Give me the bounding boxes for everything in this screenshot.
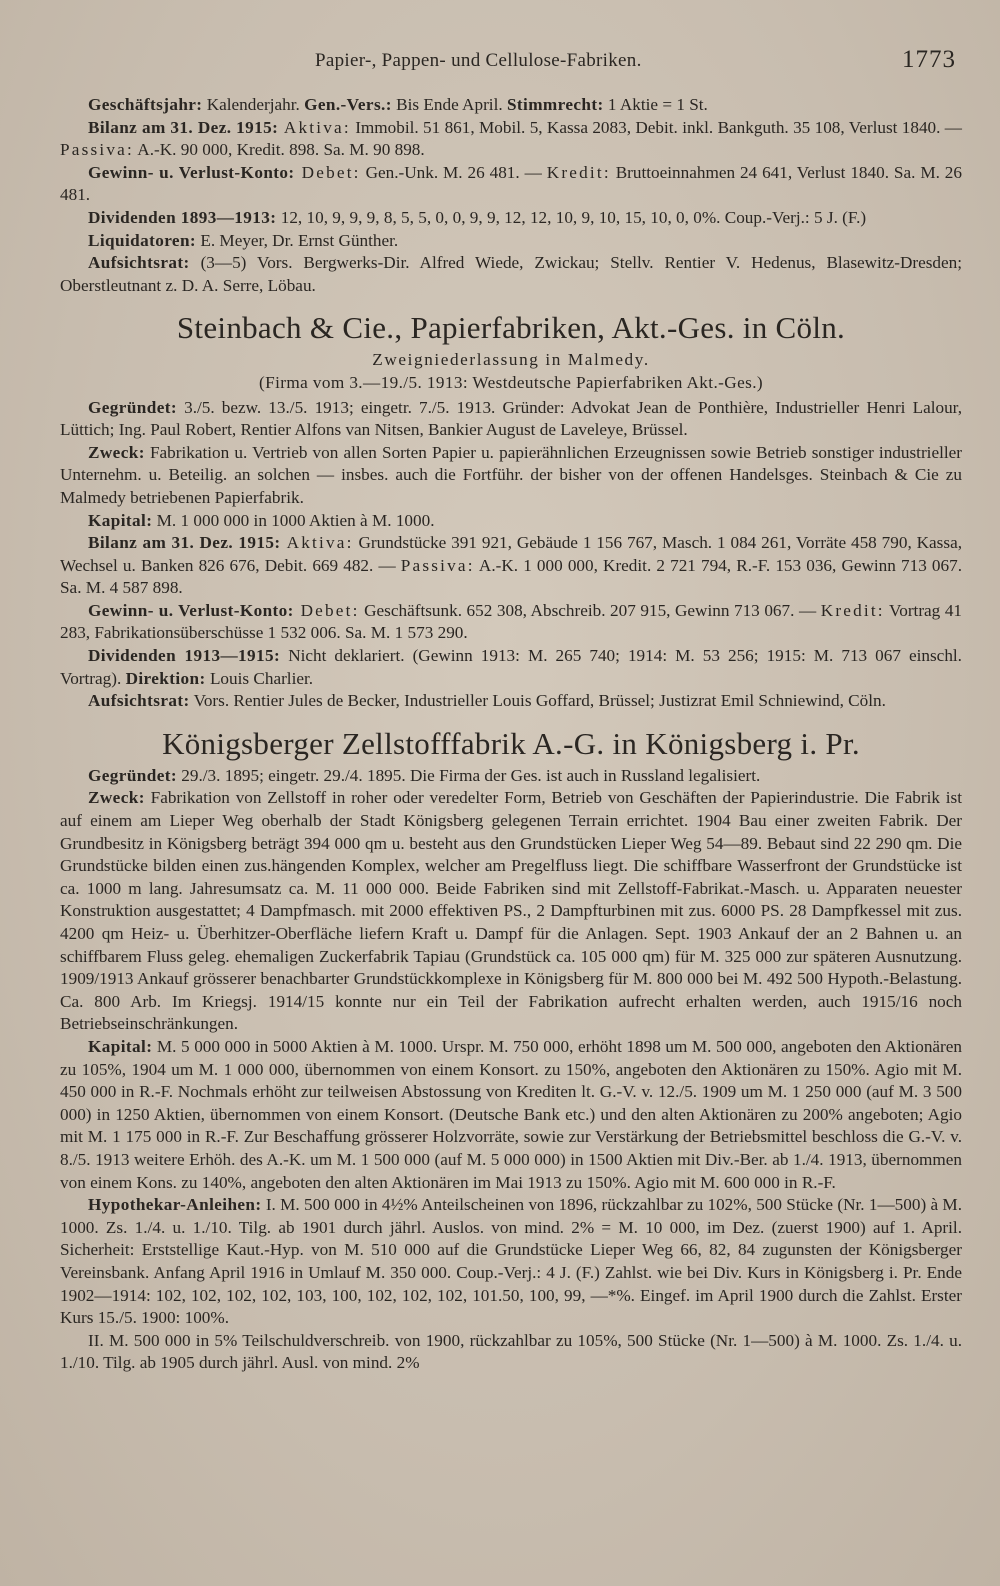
field-label: Bilanz am 31. Dez. 1915: [88,117,279,137]
body-text: Fabrikation u. Vertrieb von allen Sorten Papier u. papierähnlichen Erzeugnissen sowie Betrieb sonstiger industrieller Unternehm. u. Beteilig. an solchen — insbes. auch die Fortführ. der bisher von der offenen Handelsges. Steinbach & Cie zu Malmedy betriebenen Papierfabrik. [60,442,962,507]
field-label: Direktion: [125,668,206,688]
company-former-name: (Firma vom 3.—19./5. 1913: Westdeutsche Papierfabriken Akt.-Ges.) [258,372,764,392]
spaced-label: Debet: [293,600,360,620]
field-label: Gewinn- u. Verlust-Konto: [88,162,295,182]
field-label: Kapital: [88,510,153,530]
body-text: Gen.-Unk. M. 26 481. — [360,162,547,182]
field-label: Geschäftsjahr: [88,95,203,114]
body-text: Immobil. 51 861, Mobil. 5, Kassa 2083, Debit. inkl. Bankguth. 35 108, Verlust 1840. — [350,117,962,137]
body-text: Louis Charlier. [205,668,314,688]
company-title-koenigsberger: Königsberger Zellstofffabrik A.-G. in Königsberg i. Pr. [162,725,860,761]
paragraph-balance-sheet [60,117,962,162]
body-text: II. M. 500 000 in 5% Teilschuldverschreib. von 1900, rückzahlbar zu 105%, 500 Stücke (Nr. 1—500) à M. 1000. Zs. 1./4. u. 1./10. Tilg. ab 1905 durch jährl. Ausl. von mind. 2% [60,1330,962,1373]
body-text: A.-K. 1 000 000, Kredit. 2 721 794, R.-F. 153 036, Gewinn 713 067. Sa. M. 4 587 898. [60,555,963,598]
field-label: Aufsichtsrat: [88,691,190,711]
body-text: 29./3. 1895; eingetr. 29./4. 1895. Die Firma der Ges. ist auch in Russland legalisiert. [176,765,761,785]
field-label: Dividenden 1913—1915: [88,646,281,666]
section-koenigsberger [60,725,962,1375]
field-label: Gewinn- u. Verlust-Konto: [88,600,294,620]
field-label: Zweck: [88,788,145,808]
body-text: Vors. Rentier Jules de Becker, Industrieller Louis Goffard, Brüssel; Justizrat Emil Schniewind, Cöln. [189,691,886,711]
body-text: 3./5. bezw. 13./5. 1913; eingetr. 7./5. 1913. Gründer: Advokat Jean de Ponthière, Industrieller Henri Lalour, Lüttich; Ing. Paul Robert, Rentier Alfons van Nitsen, Bankier August de Laveleye, Brüssel. [60,397,962,440]
page-number: 1773 [902,46,956,73]
paragraph-mortgage-loans [60,1194,962,1330]
paragraph-dividends [60,645,962,690]
paragraph-purpose [60,442,962,510]
paragraph-fiscal-year [60,94,962,117]
paragraph-dividends [60,207,962,230]
paragraph-profit-loss [60,162,962,207]
body-text: Vortrag 41 283, Fabrikationsüberschüsse 1 532 006. Sa. M. 1 573 290. [60,600,963,643]
paragraph-supervisory-board [60,690,962,713]
body-text: E. Meyer, Dr. Ernst Günther. [196,230,399,250]
field-label: Gegründet: [88,397,177,417]
spaced-label: Passiva: [60,140,134,160]
body-text: M. 5 000 000 in 5000 Aktien à M. 1000. Urspr. M. 750 000, erhöht 1898 um M. 500 000, angeboten den Aktionären zu 105%, 1904 um M. 1 000 000, übernommen von einem Konsort. zu 150%, angeboten den Aktionären zu 150%. Agio mit M. 450 000 in R.-F. Nochmals erhöht zur teilweisen Abstossung von Krediten lt. G.-V. v. 12./5. 1909 um M. 1 250 000 (auf M. 3 500 000) in 1250 Aktien, übernommen von einem Konsort. (Deutsche Bank etc.) und den alten Aktionären zu 200% angeboten; Agio mit M. 1 175 000 in R.-F. Zur Beschaffung grösserer Holzvorräte, sowie zur Verstärkung der Betriebsmittel beschloss die G.-V. v. 8./5. 1913 weitere Erhöh. des A.-K. um M. 1 500 000 (auf M. 5 000 000) in 1500 Aktien mit Div.-Ber. ab 1./4. 1913, übernommen von einem Kons. zu 140%, angeboten den alten Aktionären im Mai 1913 zu 150%. Agio mit M. 600 000 in R.-F. [60,1036,962,1192]
body-text: Geschäftsunk. 652 308, Abschreib. 207 915, Gewinn 713 067. — [359,600,821,620]
body-text: M. 1 000 000 in 1000 Aktien à M. 1000. [152,510,435,530]
field-label: Hypothekar-Anleihen: [88,1195,262,1215]
body-text: Fabrikation von Zellstoff in roher oder veredelter Form, Betrieb von Geschäften der Papierindustrie. Die Fabrik ist auf einem am Lieper Weg oberhalb der Stadt Königsberg gelegenen Terrain errichtet. 1904 Bau einer zweiten Fabrik. Der Grundbesitz in Königsberg beträgt 394 000 qm u. besteht aus den Grundstücken Lieper Weg 54—89. Bebaut sind 22 290 qm. Die Grundstücke bilden einen zus.hängenden Komplex, welcher am Pregelfluss liegt. Die schiffbare Wasserfront der Grundstücke ist ca. 1000 m lang. Jahresumsatz ca. M. 11 000 000. Beide Fabriken sind mit Zellstoff-Fabrikat.-Masch. u. Apparaten neuester Konstruktion ausgestattet; 4 Dampfmasch. mit 2000 effektiven PS., 2 Dampfturbinen mit zus. 6000 PS. 28 Dampfkessel mit zus. 4200 qm Heiz- u. Überhitzer-Oberfläche liefern Kraft u. Dampf für die Anlagen. Sept. 1903 Ankauf der an 2 Bahnen u. an schiffbarem Fluss geleg. ehemaligen Zuckerfabrik Tapiau (Grundstück ca. 105 000 qm) für M. 325 000 zur späteren Ausnutzung. 1909/1913 Ankauf grösserer benachbarter Grundstückkomplexe in Königsberg für M. 800 000 bei M. 492 500 Hypoth.-Belastung. Ca. 800 Arb. Im Kriegsj. 1914/15 konnte nur ein Teil der Fabrikation aufrecht erhalten werden, auch 1915/16 noch Betriebseinschränkungen. [60,788,962,1034]
paragraph-balance-sheet [60,532,962,600]
body-text: Bruttoeinnahmen 24 641, Verlust 1840. Sa. M. 26 481. [60,162,962,205]
page-header [60,46,956,80]
paragraph-capital [60,510,962,533]
paragraph-founded [60,397,962,442]
field-label: Gen.-Vers.: [304,95,392,114]
field-label: Kapital: [88,1036,153,1056]
paragraph-supervisory-board [60,252,962,297]
paragraph-purpose [60,787,962,1036]
spaced-label: Kredit: [820,600,885,620]
company-title-steinbach: Steinbach & Cie., Papierfabriken, Akt.-Ges. in Cöln. [176,310,846,346]
field-label: Dividenden 1893—1913: [88,207,277,227]
body-text: Kalenderjahr. [202,95,305,114]
body-text: A.-K. 90 000, Kredit. 898. Sa. M. 90 898. [133,140,425,160]
body-text: Bis Ende April. [391,95,507,114]
paragraph-liquidators [60,230,962,253]
body-text: I. M. 500 000 in 4½% Anteilscheinen von 1896, rückzahlbar zu 102%, 500 Stücke (Nr. 1—500) à M. 1000. Zs. 1./4. u. 1./10. Tilg. ab 1901 durch jährl. Auslos. von mind. 2% = M. 10 000, im Dez. (zuerst 1900) auf 1. April. Sicherheit: Erststellige Kaut.-Hyp. von M. 510 000 auf die Grundstücke Lieper Weg 66, 82, 84 zugunsten der Königsberger Vereinsbank. Anfang April 1916 in Umlauf M. 350 000. Coup.-Verj.: 4 J. (F.) Zahlst. wie bei Div. Kurs in Königsberg i. Pr. Ende 1902—1914: 102, 102, 102, 102, 103, 100, 102, 102, 102, 101.50, 100, 99, —*%. Eingef. im April 1900 durch die Zahlst. Erster Kurs 15./5. 1900: 100%. [60,1195,962,1328]
paragraph-founded [60,765,962,788]
field-label: Aufsichtsrat: [88,253,190,273]
field-label: Bilanz am 31. Dez. 1915: [88,533,281,553]
field-label: Gegründet: [88,765,177,785]
page-body [60,94,962,1375]
field-label: Stimmrecht: [506,95,604,114]
field-label: Liquidatoren: [88,230,197,250]
section-steinbach [60,309,962,713]
body-text: Nicht deklariert. (Gewinn 1913: M. 265 740; 1914: M. 53 256; 1915: M. 713 067 einschl. Vortrag). [60,646,962,688]
body-text: Grundstücke 391 921, Gebäude 1 156 767, Masch. 1 084 261, Vorräte 458 790, Kassa, Wechsel u. Banken 826 676, Debit. 669 482. — [60,533,962,575]
spaced-label: Aktiva: [278,117,351,137]
paragraph-capital [60,1036,962,1194]
body-text: 12, 10, 9, 9, 9, 8, 5, 5, 0, 0, 9, 9, 12, 12, 10, 9, 10, 15, 10, 0, 0%. Coup.-Verj.: 5 J. (F.) [276,207,867,227]
paragraph-profit-loss [60,600,962,645]
company-subtitle: Zweigniederlassung in Malmedy. [372,350,650,370]
spaced-label: Debet: [294,162,361,182]
spaced-label: Kredit: [546,162,611,182]
section-liquidation-company [60,94,962,297]
body-text: (3—5) Vors. Bergwerks-Dir. Alfred Wiede, Zwickau; Stellv. Rentier V. Hedenus, Blasewitz-Dresden; Oberstleutnant z. D. A. Serre, Löbau. [60,253,962,295]
spaced-label: Passiva: [400,555,475,575]
paragraph-mortgage-loan-ii [60,1330,962,1375]
spaced-label: Aktiva: [280,533,354,553]
body-text: 1 Aktie = 1 St. [603,95,708,114]
running-title: Papier-, Pappen- und Cellulose-Fabriken. [315,50,642,71]
field-label: Zweck: [88,442,145,462]
